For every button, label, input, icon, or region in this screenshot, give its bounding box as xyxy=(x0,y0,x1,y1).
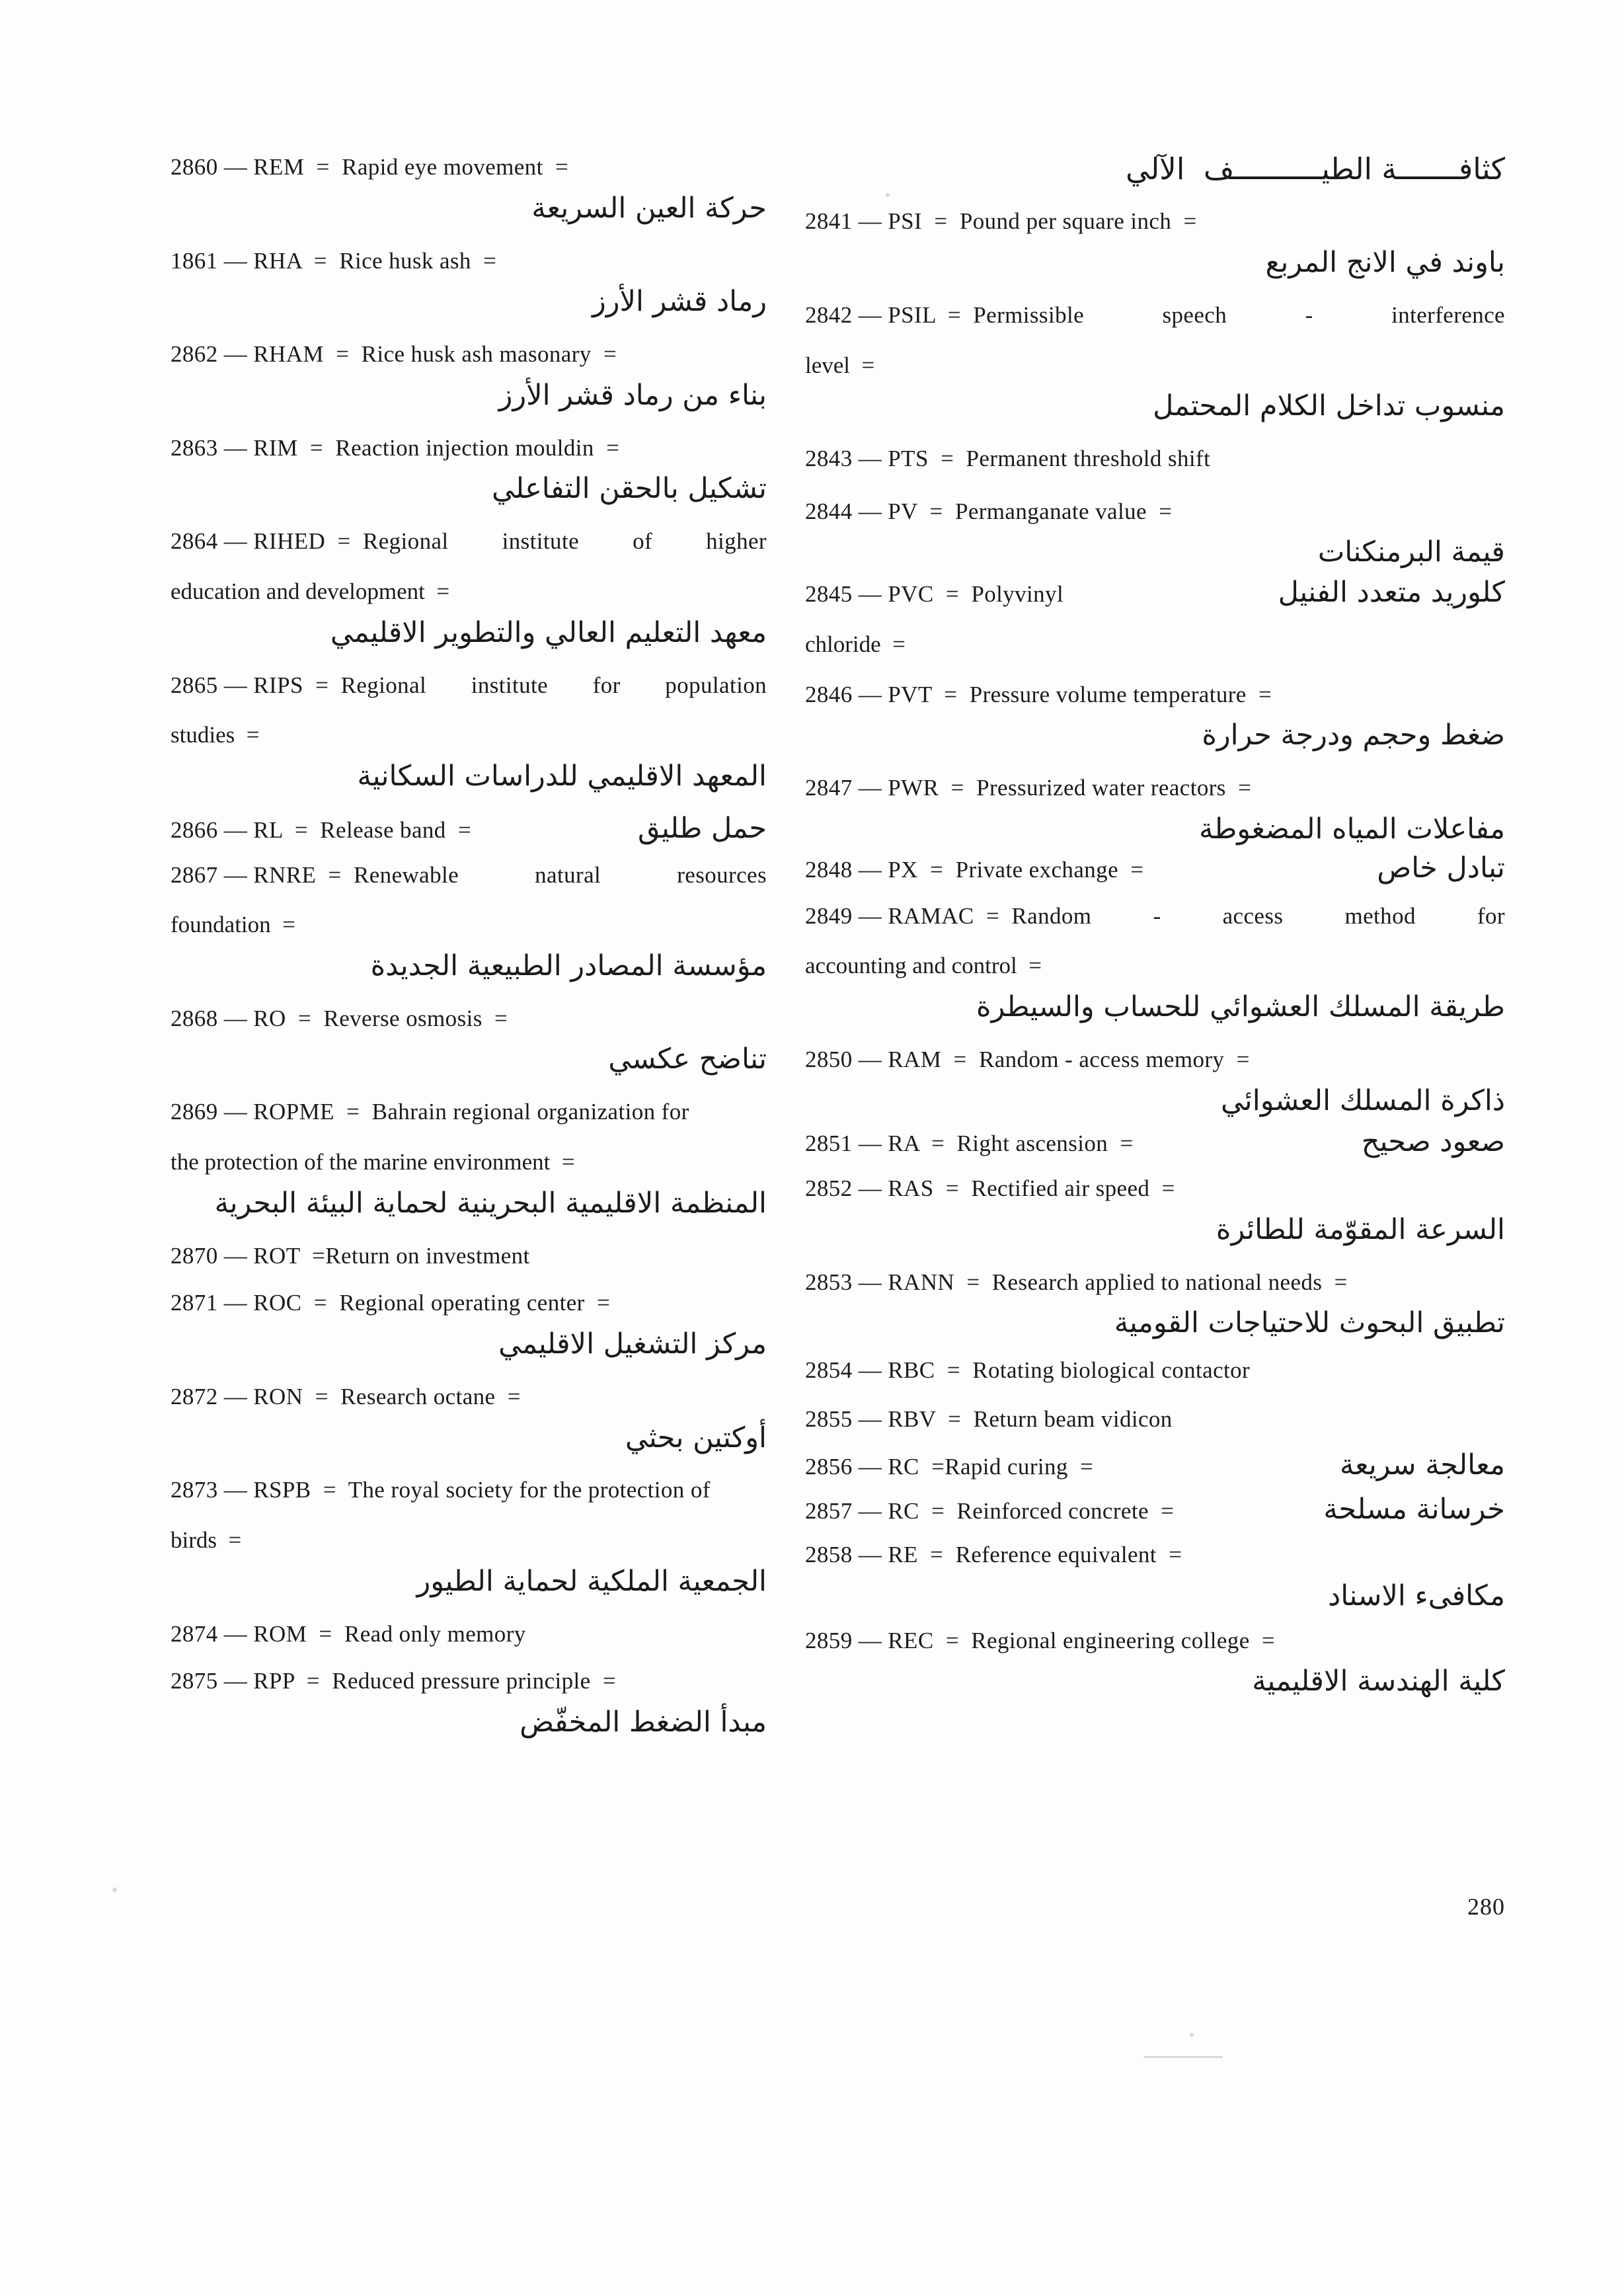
entry-arabic: أوكتين بحثي xyxy=(625,1421,767,1454)
entry-english: 2842 — PSIL = Permissible speech - interference xyxy=(805,301,1505,328)
entry-english: 2870 — ROT =Return on investment xyxy=(171,1242,530,1269)
entry-english: 2856 — RC =Rapid curing = xyxy=(805,1453,1094,1480)
glossary-entry-2872 xyxy=(171,1380,767,1457)
entry-row xyxy=(805,1493,1505,1528)
entry-arabic: مؤسسة المصادر الطبيعية الجديدة xyxy=(370,949,767,982)
entry-arabic: تبادل خاص xyxy=(1377,851,1505,885)
entry-arabic: مفاعلات المياه المضغوطة xyxy=(1199,812,1505,846)
entry-english-continued: level = xyxy=(805,352,875,378)
glossary-entry-2848 xyxy=(805,852,1505,887)
entry-english: 2855 — RBV = Return beam vidicon xyxy=(805,1405,1173,1432)
entry-english: 2845 — PVC = Polyvinyl xyxy=(805,581,1064,608)
glossary-entry-2855 xyxy=(805,1403,1505,1436)
glossary-entry-2871 xyxy=(171,1287,767,1363)
entry-arabic: مبدأ الضغط المخفّض xyxy=(520,1706,767,1739)
glossary-entry-2858 xyxy=(805,1538,1505,1615)
entry-english: 2848 — PX = Private exchange = xyxy=(805,856,1144,883)
entry-english: 2853 — RANN = Research applied to national needs = xyxy=(805,1269,1348,1295)
glossary-entry-2842 xyxy=(805,299,1505,425)
glossary-entry-2857 xyxy=(805,1493,1505,1528)
entry-arabic: تشكيل بالحقن التفاعلي xyxy=(492,472,767,506)
entry-english: 2859 — REC = Regional engineering college = xyxy=(805,1627,1276,1653)
entry-english-continued: the protection of the marine environment = xyxy=(171,1149,575,1175)
glossary-entry-2870 xyxy=(171,1240,767,1273)
entry-english: 2843 — PTS = Permanent threshold shift xyxy=(805,446,1211,472)
entry-english: 1861 — RHA = Rice husk ash = xyxy=(171,247,497,274)
entry-arabic: بناء من رماد قشر الأرز xyxy=(498,378,767,412)
entry-arabic: ضغط وحجم ودرجة حرارة xyxy=(1202,719,1505,752)
entry-row xyxy=(805,1449,1505,1484)
entry-english: 2873 — RSPB = The royal society for the protection of xyxy=(171,1477,711,1503)
left-column xyxy=(0,151,780,1759)
glossary-entry-2864 xyxy=(171,525,767,651)
entry-english: 2871 — ROC = Regional operating center = xyxy=(171,1290,611,1316)
entry-arabic: الجمعية الملكية لحماية الطيور xyxy=(416,1564,767,1598)
entry-arabic: معهد التعليم العالي والتطوير الاقليمي xyxy=(330,615,767,649)
entry-english: 2849 — RAMAC = Random - access method for xyxy=(805,902,1505,929)
entry-arabic: السرعة المقوّمة للطائرة xyxy=(1216,1212,1505,1246)
glossary-columns xyxy=(0,151,1624,1759)
glossary-entry-2860 xyxy=(171,151,767,227)
entry-arabic: مركز التشغيل الاقليمي xyxy=(498,1327,767,1361)
entry-english: 2852 — RAS = Rectified air speed = xyxy=(805,1175,1175,1202)
entry-english: 2872 — RON = Research octane = xyxy=(171,1383,521,1409)
glossary-entry-2844 xyxy=(805,495,1505,572)
entry-english-continued: chloride = xyxy=(805,631,906,658)
scan-speckle xyxy=(1190,2033,1194,2037)
entry-arabic: طريقة المسلك العشوائي للحساب والسيطرة xyxy=(976,990,1505,1023)
glossary-entry-2850 xyxy=(805,1043,1505,1120)
glossary-entry-2841 xyxy=(805,205,1505,282)
entry-arabic: صعود صحيح xyxy=(1361,1125,1505,1159)
glossary-entry-2856 xyxy=(805,1449,1505,1484)
entry-row xyxy=(805,576,1505,611)
running-head-arabic: كثافـــــــة الطيــــــــــف الآلي xyxy=(1125,151,1505,186)
glossary-entry-2847 xyxy=(805,772,1505,848)
entry-english: 2862 — RHAM = Rice husk ash masonary = xyxy=(171,341,617,368)
entry-arabic: كلوريد متعدد الفنيل xyxy=(1278,576,1505,610)
entry-arabic: معالجة سريعة xyxy=(1340,1448,1505,1482)
entry-english: 2875 — RPP = Reduced pressure principle = xyxy=(171,1668,617,1694)
glossary-entry-2869 xyxy=(171,1095,767,1222)
entry-arabic: تطبيق البحوث للاحتياجات القومية xyxy=(1114,1306,1505,1340)
right-column xyxy=(780,151,1624,1718)
entry-english: 2857 — RC = Reinforced concrete = xyxy=(805,1498,1175,1524)
entry-arabic: قيمة البرمنكنات xyxy=(1317,535,1505,569)
entry-english: 2867 — RNRE = Renewable natural resources xyxy=(171,861,767,888)
glossary-entry-2845 xyxy=(805,576,1505,660)
glossary-entry-2874 xyxy=(171,1618,767,1651)
entry-row xyxy=(171,812,767,847)
entry-english: 2851 — RA = Right ascension = xyxy=(805,1130,1134,1157)
glossary-entry-2867 xyxy=(171,859,767,985)
entry-english: 2847 — PWR = Pressurized water reactors = xyxy=(805,775,1252,801)
entry-english: 2864 — RIHED = Regional institute of higher xyxy=(171,528,767,555)
entry-english-continued: studies = xyxy=(171,722,260,748)
entry-arabic: مكافىء الاسناد xyxy=(1328,1579,1505,1612)
glossary-entry-2851 xyxy=(805,1126,1505,1160)
entry-english-continued: foundation = xyxy=(171,912,295,938)
entry-arabic: المنظمة الاقليمية البحرينية لحماية البيئة البحرية xyxy=(214,1186,767,1220)
glossary-entry-2853 xyxy=(805,1266,1505,1343)
glossary-entry-2859 xyxy=(805,1624,1505,1701)
entry-english: 2868 — RO = Reverse osmosis = xyxy=(171,1005,508,1031)
entry-arabic: باوند في الانج المربع xyxy=(1265,245,1505,279)
glossary-entry-2875 xyxy=(171,1665,767,1741)
glossary-entry-2849 xyxy=(805,900,1505,1026)
glossary-entry-2846 xyxy=(805,678,1505,755)
entry-arabic: ذاكرة المسلك العشوائي xyxy=(1220,1084,1505,1117)
glossary-entry-2854 xyxy=(805,1354,1505,1387)
entry-arabic: كلية الهندسة الاقليمية xyxy=(1252,1665,1505,1698)
entry-arabic: منسوب تداخل الكلام المحتمل xyxy=(1153,389,1505,423)
entry-english: 2869 — ROPME = Bahrain regional organization for xyxy=(171,1099,689,1125)
glossary-entry-2852 xyxy=(805,1172,1505,1249)
entry-english-continued: accounting and control = xyxy=(805,953,1042,979)
entry-row xyxy=(805,1126,1505,1160)
entry-english: 2858 — RE = Reference equivalent = xyxy=(805,1542,1182,1568)
entry-row xyxy=(805,852,1505,887)
entry-english: 2860 — REM = Rapid eye movement = xyxy=(171,154,569,180)
glossary-entry-2868 xyxy=(171,1002,767,1079)
entry-english-continued: birds = xyxy=(171,1527,242,1554)
entry-arabic: رماد قشر الأرز xyxy=(592,285,767,319)
entry-arabic: خرسانة مسلحة xyxy=(1323,1493,1505,1526)
entry-arabic: المعهد الاقليمي للدراسات السكانية xyxy=(357,759,767,793)
entry-arabic: حمل طليق xyxy=(638,811,767,845)
entry-english: 2865 — RIPS = Regional institute for population xyxy=(171,672,767,698)
glossary-entry-2866 xyxy=(171,812,767,847)
entry-english: 2863 — RIM = Reaction injection mouldin = xyxy=(171,434,620,461)
glossary-entry-2873 xyxy=(171,1474,767,1600)
glossary-entry-2843 xyxy=(805,442,1505,475)
entry-english: 2844 — PV = Permanganate value = xyxy=(805,498,1173,524)
page-footer xyxy=(0,1881,1624,1920)
entry-english: 2866 — RL = Release band = xyxy=(171,816,472,843)
entry-english: 2846 — PVT = Pressure volume temperature = xyxy=(805,681,1272,707)
entry-arabic: حركة العين السريعة xyxy=(531,191,767,225)
glossary-entry-2865 xyxy=(171,669,767,795)
glossary-entry-1861 xyxy=(171,245,767,321)
page-number: 280 xyxy=(1467,1893,1505,1920)
glossary-entry-2863 xyxy=(171,432,767,508)
scan-speckle xyxy=(1143,2056,1223,2058)
entry-english: 2841 — PSI = Pound per square inch = xyxy=(805,208,1197,235)
entry-english: 2850 — RAM = Random - access memory = xyxy=(805,1046,1250,1072)
entry-english-continued: education and development = xyxy=(171,578,450,604)
glossary-entry-2862 xyxy=(171,338,767,415)
entry-english: 2854 — RBC = Rotating biological contactor xyxy=(805,1357,1251,1384)
entry-english: 2874 — ROM = Read only memory xyxy=(171,1620,526,1647)
entry-arabic: تناضح عكسي xyxy=(608,1043,767,1076)
